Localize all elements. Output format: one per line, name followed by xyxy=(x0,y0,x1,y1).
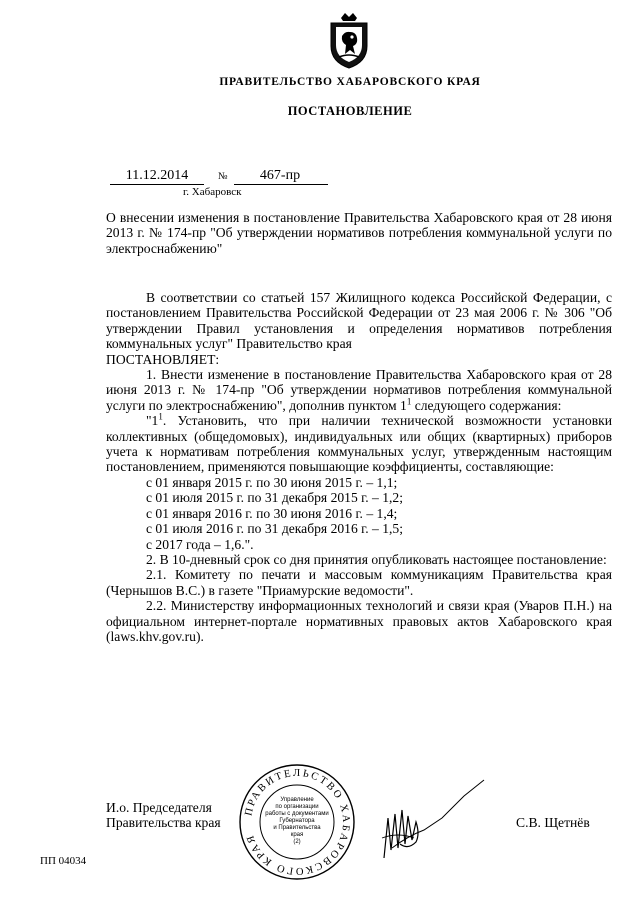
stamp-center-line: Губернатора xyxy=(279,818,315,824)
document-body xyxy=(106,290,612,644)
coefficient-item: с 2017 года – 1,6.". xyxy=(146,536,254,552)
signer-position-line1: И.о. Председателя xyxy=(106,800,212,815)
document-number: 467-пр xyxy=(259,168,301,183)
official-stamp xyxy=(238,763,356,881)
number-underline xyxy=(234,184,328,185)
quote-text: . Установить, что при наличии технической возможности установки коллективных (общедомовых), индивидуальных или общих (квартирных) приборов учета к нормативам потребления коммунальных услуг, утвержденным настоящим постановлением, применяются повышающие коэффициенты, составляющие: xyxy=(106,413,612,475)
handwritten-signature xyxy=(378,778,490,866)
date-underline xyxy=(110,184,204,185)
coefficient-item: с 01 июля 2015 г. по 31 декабря 2015 г. – 1,2; xyxy=(146,490,403,506)
stamp-ring-text: ПРАВИТЕЛЬСТВО ХАБАРОВСКОГО КРАЯ xyxy=(243,767,352,877)
document-type: ПОСТАНОВЛЕНИЕ xyxy=(287,104,413,118)
item-1-text-end: следующего содержания: xyxy=(411,397,562,413)
stamp-center-line: по организации xyxy=(275,804,319,810)
stamp-center-line: края xyxy=(290,832,304,838)
quote-open: "1 xyxy=(146,413,159,429)
quote-paragraph xyxy=(106,413,612,475)
preamble: В соответствии со статьей 157 Жилищного кодекса Российской Федерации, с постановлением Правительства Российской Федерации от 23 мая 2006 г. № 306 "Об утверждении Правил установления и определения нормативов потребления коммунальных услуг" Правительство края xyxy=(106,290,612,352)
stamp-center-line: (2) xyxy=(293,839,301,845)
government-name: ПРАВИТЕЛЬСТВО ХАБАРОВСКОГО КРАЯ xyxy=(219,76,481,88)
coefficient-list xyxy=(106,475,612,552)
decree-word: ПОСТАНОВЛЯЕТ: xyxy=(106,351,220,367)
signer-name: С.В. Щетнёв xyxy=(516,815,590,830)
quote-sup: 1 xyxy=(158,411,163,422)
item-2-2: 2.2. Министерству информационных технологий и связи края (Уваров П.Н.) на официальном интернет-портале нормативных правовых актов Хабаровского края (laws.khv.gov.ru). xyxy=(106,598,612,644)
item-1-text: 1. Внести изменение в постановление Правительства Хабаровского края от 28 июня 2013 г. № 174-пр "Об утверждении нормативов потребления коммунальной услуги по электроснабжению", дополнив пунктом 1 xyxy=(106,367,612,413)
coefficient-item: с 01 января 2015 г. по 30 июня 2015 г. – 1,1; xyxy=(146,474,398,490)
document-title xyxy=(106,210,612,256)
coefficient-item: с 01 января 2016 г. по 30 июня 2016 г. – 1,4; xyxy=(146,505,398,521)
coefficient-item: с 01 июля 2016 г. по 31 декабря 2016 г. – 1,5; xyxy=(146,521,403,537)
item-2-1: 2.1. Комитету по печати и массовым коммуникациям Правительства края (Чернышов В.С.) в газете "Приамурские ведомости". xyxy=(106,567,612,598)
stamp-center-line: работы с документами xyxy=(265,811,329,817)
signer-position-line2: Правительства края xyxy=(106,815,221,830)
signer-position xyxy=(106,800,221,830)
number-sign: № xyxy=(218,171,228,182)
document-date: 11.12.2014 xyxy=(125,168,189,183)
stamp-center-line: Управление xyxy=(280,797,314,803)
item-1 xyxy=(106,367,612,413)
footer-code: ПП 04034 xyxy=(40,855,87,867)
item-1-sup: 1 xyxy=(406,396,412,407)
city: г. Хабаровск xyxy=(183,186,242,198)
item-2: 2. В 10-дневный срок со дня принятия опубликовать настоящее постановление: xyxy=(146,551,607,567)
title-text: О внесении изменения в постановление Правительства Хабаровского края от 28 июня 2013 г. № 174-пр "Об утверждении нормативов потребления коммунальной услуги по электроснабжению" xyxy=(106,210,612,256)
stamp-center-line: и Правительства xyxy=(273,825,321,831)
coat-of-arms-emblem xyxy=(327,12,371,70)
